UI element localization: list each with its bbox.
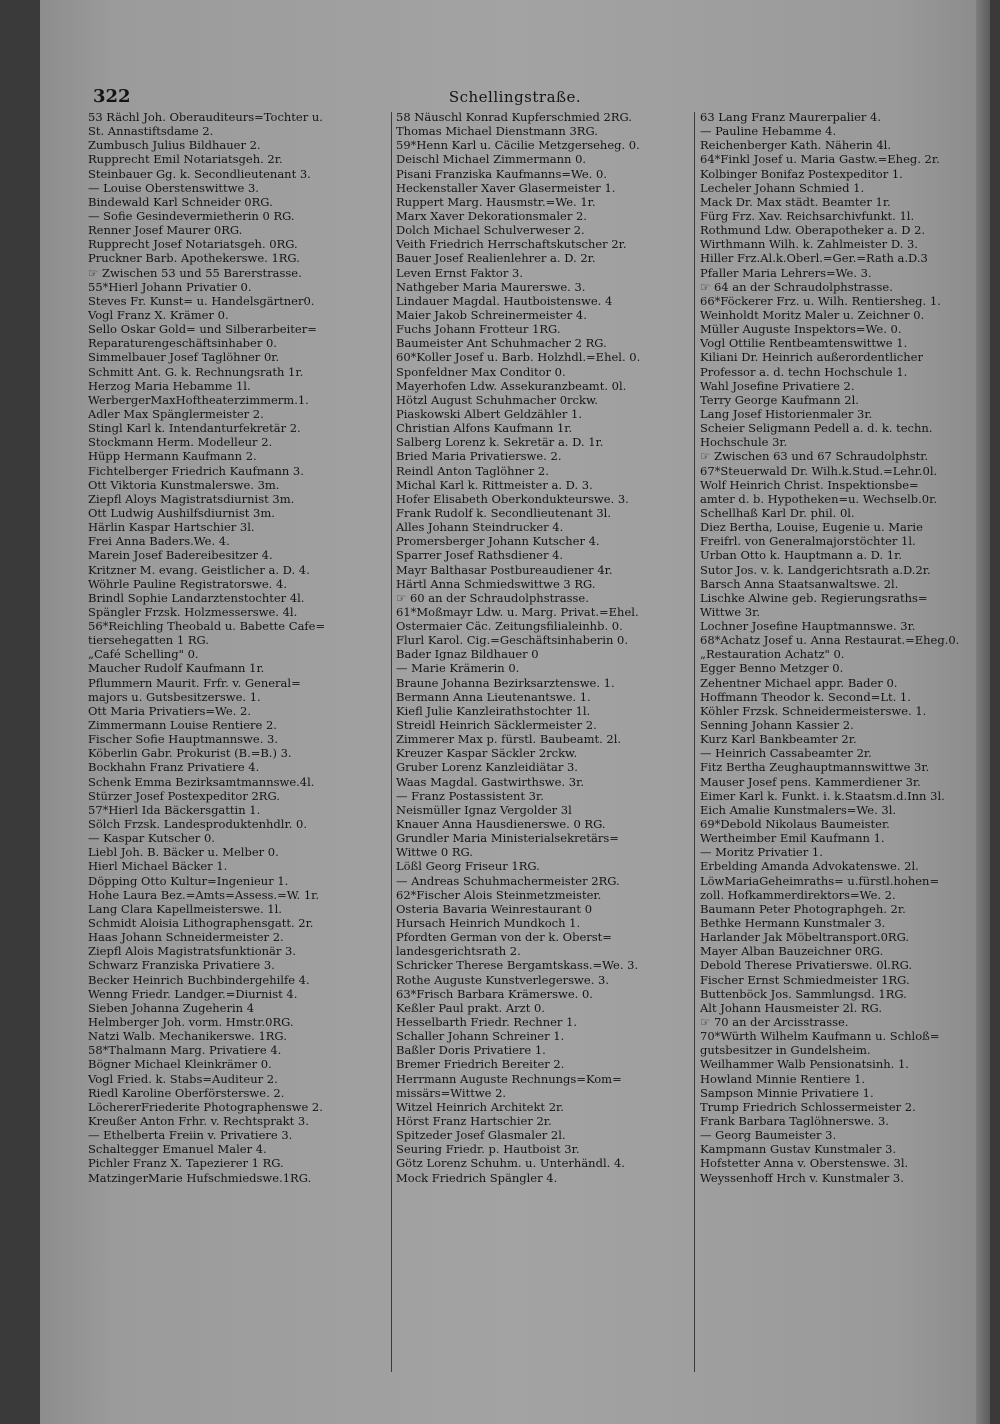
directory-entry: Witzel Heinrich Architekt 2r. (396, 1099, 564, 1114)
directory-entry: 58*Thalmann Marg. Privatiere 4. (88, 1043, 282, 1058)
directory-entry: Bindewald Karl Schneider 0RG. (88, 194, 273, 209)
directory-entry: Weyssenhoff Hrch v. Kunstmaler 3. (700, 1170, 904, 1185)
directory-entry: Hiller Frz.Al.k.Oberl.=Ger.=Rath a.D.3 (700, 251, 928, 266)
directory-entry: gutsbesitzer in Gundelsheim. (700, 1043, 871, 1058)
directory-entry: Mayer Alban Bauzeichner 0RG. (700, 944, 884, 959)
directory-entry: — Heinrich Cassabeamter 2r. (700, 746, 872, 761)
directory-entry: Kurz Karl Bankbeamter 2r. (700, 732, 857, 747)
directory-entry: Schwarz Franziska Privatiere 3. (88, 958, 275, 973)
directory-entry: Hofstetter Anna v. Oberstenswe. 3l. (700, 1156, 909, 1171)
directory-entry: Köhler Frzsk. Schneidermeisterswe. 1. (700, 703, 927, 718)
directory-entry: Dolch Michael Schulverweser 2. (396, 223, 585, 238)
page-edge (976, 0, 990, 1424)
directory-entry: — Andreas Schuhmachermeister 2RG. (396, 873, 620, 888)
directory-entry: Mauser Josef pens. Kammerdiener 3r. (700, 774, 921, 789)
directory-entry: Freifrl. von Generalmajorstöchter 1l. (700, 534, 916, 549)
directory-entry: Mayerhofen Ldw. Assekuranzbeamt. 0l. (396, 378, 627, 393)
directory-entry: Maier Jakob Schreinermeister 4. (396, 307, 587, 322)
directory-entry: Ott Ludwig Aushilfsdiurnist 3m. (88, 505, 275, 520)
directory-entry: Schellhaß Karl Dr. phil. 0l. (700, 505, 855, 520)
directory-entry: Hüpp Hermann Kaufmann 2. (88, 449, 257, 464)
directory-entry: Osteria Bavaria Weinrestaurant 0 (396, 901, 593, 916)
directory-entry: Ruppert Marg. Hausmstr.=We. 1r. (396, 194, 596, 209)
directory-entry: Knauer Anna Hausdienerswe. 0 RG. (396, 817, 606, 832)
directory-entry: Alles Johann Steindrucker 4. (396, 520, 564, 535)
directory-entry: 62*Fischer Alois Steinmetzmeister. (396, 887, 602, 902)
directory-entry: Christian Alfons Kaufmann 1r. (396, 421, 573, 436)
directory-entry: Lindauer Magdal. Hautboistenswe. 4 (396, 293, 613, 308)
page-header (40, 86, 990, 110)
directory-entry: Sölch Frzsk. Landesproduktenhdlr. 0. (88, 817, 307, 832)
directory-entry: Schaller Johann Schreiner 1. (396, 1029, 565, 1044)
directory-entry: ☞ 60 an der Schraudolphstrasse. (396, 590, 589, 605)
directory-entry: Lecheler Johann Schmied 1. (700, 180, 865, 195)
directory-entry: Fürg Frz. Xav. Reichsarchivfunkt. 1l. (700, 208, 915, 223)
directory-entry: Senning Johann Kassier 2. (700, 718, 854, 733)
page-title: Schellingstraße. (448, 88, 582, 106)
directory-entry: Vogl Fried. k. Stabs=Auditeur 2. (88, 1071, 278, 1086)
directory-entry: Ott Maria Privatiers=We. 2. (88, 703, 252, 718)
directory-entry: Kiliani Dr. Heinrich außerordentlicher (700, 350, 923, 365)
directory-entry: Streidl Heinrich Säcklermeister 2. (396, 718, 597, 733)
directory-entry: Waas Magdal. Gastwirthswe. 3r. (396, 774, 584, 789)
directory-entry: Thomas Michael Dienstmann 3RG. (396, 124, 598, 139)
directory-entry: Rothmund Ldw. Oberapotheker a. D 2. (700, 223, 926, 238)
directory-entry: Sello Oskar Gold= und Silberarbeiter= (88, 322, 317, 337)
directory-entry: Deischl Michael Zimmermann 0. (396, 152, 587, 167)
directory-entry: Nathgeber Maria Maurerswe. 3. (396, 279, 586, 294)
directory-entry: Trump Friedrich Schlossermeister 2. (700, 1099, 916, 1114)
directory-entry: 53 Rächl Joh. Oberauditeurs=Tochter u. (88, 110, 323, 124)
directory-entry: Helmberger Joh. vorm. Hmstr.0RG. (88, 1015, 294, 1029)
directory-entry: Steves Fr. Kunst= u. Handelsgärtner0. (88, 293, 315, 308)
directory-entry: Natzi Walb. Mechanikerswe. 1RG. (88, 1029, 287, 1044)
directory-entry: Wittwe 3r. (700, 604, 761, 619)
directory-entry: 61*Moßmayr Ldw. u. Marg. Privat.=Ehel. (396, 604, 639, 619)
directory-entry: Stürzer Josef Postexpeditor 2RG. (88, 788, 280, 803)
directory-entry: Sparrer Josef Rathsdiener 4. (396, 548, 564, 563)
directory-entry: Weilhammer Walb Pensionatsinh. 1. (700, 1057, 909, 1072)
directory-entry: — Pauline Hebamme 4. (700, 124, 837, 139)
directory-entry: Baumann Peter Photographgeh. 2r. (700, 901, 906, 916)
directory-entry: Lischke Alwine geb. Regierungsraths= (700, 590, 928, 605)
directory-entry: Ostermaier Cäc. Zeitungsfilialeinhb. 0. (396, 619, 623, 634)
directory-entry: Heckenstaller Xaver Glasermeister 1. (396, 180, 616, 195)
directory-entry: Eimer Karl k. Funkt. i. k.Staatsm.d.Inn 3l. (700, 788, 945, 803)
directory-entry: Kreußer Anton Frhr. v. Rechtsprakt 3. (88, 1113, 309, 1128)
directory-entry: Urban Otto k. Hauptmann a. D. 1r. (700, 548, 902, 563)
directory-entry: Mock Friedrich Spängler 4. (396, 1170, 558, 1185)
directory-entry: Brindl Sophie Landarztenstochter 4l. (88, 590, 305, 605)
directory-entry: Salberg Lorenz k. Sekretär a. D. 1r. (396, 435, 604, 450)
directory-entry: Flurl Karol. Cig.=Geschäftsinhaberin 0. (396, 633, 628, 648)
directory-entry: Piaskowski Albert Geldzähler 1. (396, 406, 582, 421)
directory-entry: amter d. b. Hypotheken=u. Wechselb.0r. (700, 491, 938, 506)
directory-entry: Köberlin Gabr. Prokurist (B.=B.) 3. (88, 746, 292, 761)
column-divider (391, 112, 392, 1372)
directory-entry: Leven Ernst Faktor 3. (396, 265, 523, 280)
directory-entry: Wöhrle Pauline Registratorswe. 4. (88, 576, 287, 591)
directory-entry: ☞ Zwischen 53 und 55 Barerstrasse. (88, 265, 302, 280)
directory-entry: Buttenböck Jos. Sammlungsd. 1RG. (700, 986, 907, 1001)
directory-entry: 58 Näuschl Konrad Kupferschmied 2RG. (396, 110, 632, 124)
directory-entry: Zumbusch Julius Bildhauer 2. (88, 138, 261, 153)
directory-entry: Lang Clara Kapellmeisterswe. 1l. (88, 901, 282, 916)
directory-entry: Lößl Georg Friseur 1RG. (396, 859, 540, 874)
directory-entry: Zimmermann Louise Rentiere 2. (88, 718, 277, 733)
directory-entry: Reparaturengeschäftsinhaber 0. (88, 336, 277, 351)
directory-entry: Veith Friedrich Herrschaftskutscher 2r. (396, 237, 627, 252)
directory-entry: Baßler Doris Privatiere 1. (396, 1043, 546, 1058)
directory-entry: Zehentner Michael appr. Bader 0. (700, 675, 898, 690)
directory-entry: St. Annastiftsdame 2. (88, 124, 214, 139)
directory-entry: — Georg Baumeister 3. (700, 1128, 837, 1143)
directory-entry: Hörst Franz Hartschier 2r. (396, 1113, 552, 1128)
directory-entry: Rothe Auguste Kunstverlegerswe. 3. (396, 972, 609, 987)
directory-entry: Mack Dr. Max städt. Beamter 1r. (700, 194, 891, 209)
directory-entry: — Louise Oberstenswittwe 3. (88, 180, 259, 195)
directory-entry: Wirthmann Wilh. k. Zahlmeister D. 3. (700, 237, 918, 252)
directory-entry: ☞ 64 an der Schraudolphstrasse. (700, 279, 893, 294)
directory-entry: Sampson Minnie Privatiere 1. (700, 1085, 874, 1100)
directory-entry: — Sofie Gesindevermietherin 0 RG. (88, 208, 295, 223)
directory-entry: Fuchs Johann Frotteur 1RG. (396, 322, 561, 337)
directory-entry: Kampmann Gustav Kunstmaler 3. (700, 1142, 897, 1157)
directory-entry: LöchererFriederite Photographenswe 2. (88, 1099, 323, 1114)
directory-entry: Pisani Franziska Kaufmanns=We. 0. (396, 166, 607, 181)
directory-entry: Wertheimber Emil Kaufmann 1. (700, 831, 885, 846)
directory-entry: Bögner Michael Kleinkrämer 0. (88, 1057, 272, 1072)
directory-entry: Sutor Jos. v. k. Landgerichtsrath a.D.2r. (700, 562, 931, 577)
directory-entry: Scheier Seligmann Pedell a. d. k. techn. (700, 421, 933, 436)
directory-entry: Diez Bertha, Louise, Eugenie u. Marie (700, 520, 923, 535)
directory-entry: Bried Maria Privatierswe. 2. (396, 449, 562, 464)
directory-entry: Döpping Otto Kultur=Ingenieur 1. (88, 873, 289, 888)
directory-entry: Bauer Josef Realienlehrer a. D. 2r. (396, 251, 596, 266)
directory-entry: Bermann Anna Lieutenantswe. 1. (396, 689, 591, 704)
directory-entry: 63 Lang Franz Maurerpalier 4. (700, 110, 882, 124)
directory-entry: Ziepfl Alois Magistratsfunktionär 3. (88, 944, 297, 959)
directory-entry: Hohe Laura Bez.=Amts=Assess.=W. 1r. (88, 887, 320, 902)
directory-entry: Neismüller Ignaz Vergolder 3l (396, 802, 572, 817)
directory-entry: tiersehegatten 1 RG. (88, 633, 209, 648)
directory-entry: Hofer Elisabeth Oberkondukteurswe. 3. (396, 491, 629, 506)
directory-entry: Erbelding Amanda Advokatenswe. 2l. (700, 859, 919, 874)
directory-entry: Renner Josef Maurer 0RG. (88, 223, 243, 238)
directory-entry: Spitzeder Josef Glasmaler 2l. (396, 1128, 566, 1143)
directory-entry: Wenng Friedr. Landger.=Diurnist 4. (88, 986, 298, 1001)
directory-entry: Sieben Johanna Zugeherin 4 (88, 1000, 255, 1015)
directory-entry: Frank Barbara Taglöhnerswe. 3. (700, 1113, 889, 1128)
directory-entry: Fitz Bertha Zeughauptmannswittwe 3r. (700, 760, 930, 775)
directory-entry: Bockhahn Franz Privatiere 4. (88, 760, 260, 775)
directory-entry: Härtl Anna Schmiedswittwe 3 RG. (396, 576, 596, 591)
directory-entry: Stockmann Herm. Modelleur 2. (88, 435, 273, 450)
directory-entry: Herzog Maria Hebamme 1l. (88, 378, 251, 393)
directory-entry: Wolf Heinrich Christ. Inspektionsbe= (700, 477, 919, 492)
directory-entry: Frank Rudolf k. Secondlieutenant 3l. (396, 505, 611, 520)
directory-entry: Kolbinger Bonifaz Postexpeditor 1. (700, 166, 903, 181)
directory-entry: 56*Reichling Theobald u. Babette Cafe= (88, 619, 326, 634)
directory-entry: Simmelbauer Josef Taglöhner 0r. (88, 350, 280, 365)
directory-entry: Pfordten German von der k. Oberst= (396, 930, 612, 945)
directory-entry: Hierl Michael Bäcker 1. (88, 859, 228, 874)
directory-entry: 69*Debold Nikolaus Baumeister. (700, 817, 890, 832)
directory-entry: MatzingerMarie Hufschmiedswe.1RG. (88, 1170, 312, 1185)
directory-entry: Seuring Friedr. p. Hautboist 3r. (396, 1142, 580, 1157)
directory-entry: 57*Hierl Ida Bäckersgattin 1. (88, 802, 261, 817)
directory-entry: Mayr Balthasar Postbureaudiener 4r. (396, 562, 613, 577)
directory-entry: Hesselbarth Friedr. Rechner 1. (396, 1015, 578, 1029)
directory-entry: Schmitt Ant. G. k. Rechnungsrath 1r. (88, 364, 304, 379)
directory-entry: Weinholdt Moritz Maler u. Zeichner 0. (700, 307, 925, 322)
directory-entry: Fichtelberger Friedrich Kaufmann 3. (88, 463, 304, 478)
directory-entry: LöwMariaGeheimraths= u.fürstl.hohen= (700, 873, 940, 888)
directory-entry: Fischer Sofie Hauptmannswe. 3. (88, 732, 278, 747)
directory-entry: Hötzl August Schuhmacher 0rckw. (396, 392, 599, 407)
directory-entry: zoll. Hofkammerdirektors=We. 2. (700, 887, 896, 902)
directory-entry: Bremer Friedrich Bereiter 2. (396, 1057, 565, 1072)
directory-entry: 59*Henn Karl u. Cäcilie Metzgersehеg. 0. (396, 138, 640, 153)
directory-entry: Lang Josef Historienmaler 3r. (700, 406, 873, 421)
directory-entry: Barsch Anna Staatsanwaltswe. 2l. (700, 576, 899, 591)
directory-entry: Egger Benno Metzger 0. (700, 661, 844, 676)
directory-entry: Schricker Therese Bergamtskass.=We. 3. (396, 958, 639, 973)
directory-entry: Wahl Josefine Privatiere 2. (700, 378, 855, 393)
directory-entry: Becker Heinrich Buchbindergehilfe 4. (88, 972, 310, 987)
directory-entry: Marein Josef Badereibesitzer 4. (88, 548, 273, 563)
directory-entry: — Ethelberta Freiin v. Privatiere 3. (88, 1128, 293, 1143)
directory-entry: Braune Johanna Bezirksarztenswe. 1. (396, 675, 615, 690)
directory-entry: Terry George Kaufmann 2l. (700, 392, 859, 407)
directory-entry: ☞ 70 an der Arcisstrasse. (700, 1015, 849, 1029)
directory-entry: Vogl Ottilie Rentbeamtenswittwe 1. (700, 336, 908, 351)
directory-entry: majors u. Gutsbesitzerswe. 1. (88, 689, 261, 704)
directory-entry: Eich Amalie Kunstmalers=We. 3l. (700, 802, 897, 817)
directory-entry: 55*Hierl Johann Privatier 0. (88, 279, 252, 294)
directory-entry: — Marie Krämerin 0. (396, 661, 520, 676)
directory-entry: Promersberger Johann Kutscher 4. (396, 534, 600, 549)
directory-entry: 67*Steuerwald Dr. Wilh.k.Stud.=Lehr.0l. (700, 463, 938, 478)
directory-entry: Lochner Josefine Hauptmannswe. 3r. (700, 619, 916, 634)
directory-entry: Bader Ignaz Bildhauer 0 (396, 647, 539, 662)
directory-entry: WerbergerMaxHoftheaterzimmerm.1. (88, 392, 309, 407)
page-number: 322 (93, 86, 131, 107)
directory-entry: Grundler Maria Ministerialsekretärs= (396, 831, 619, 846)
directory-entry: Stingl Karl k. Intendanturfekretär 2. (88, 421, 301, 436)
directory-entry: Harlander Jak Möbeltransport.0RG. (700, 930, 910, 945)
directory-entry: Härlin Kaspar Hartschier 3l. (88, 520, 255, 535)
directory-entry: „Restauration Achatz" 0. (700, 647, 845, 662)
directory-entry: Debold Therese Privatierswe. 0l.RG. (700, 958, 913, 973)
directory-entry: Maucher Rudolf Kaufmann 1r. (88, 661, 265, 676)
directory-entry: Kreuzer Kaspar Säckler 2rckw. (396, 746, 578, 761)
directory-entry: Rupprecht Josef Notariatsgeh. 0RG. (88, 237, 298, 252)
directory-column-3 (700, 110, 990, 1185)
directory-entry: 64*Finkl Josef u. Maria Gastw.=Eheg. 2r. (700, 152, 940, 167)
directory-entry: Pflummern Maurit. Frfr. v. General= (88, 675, 301, 690)
directory-entry: Schenk Emma Bezirksamtmannswe.4l. (88, 774, 315, 789)
directory-entry: Steinbauer Gg. k. Secondlieutenant 3. (88, 166, 311, 181)
directory-entry: missärs=Wittwe 2. (396, 1085, 507, 1100)
directory-entry: Reindl Anton Taglöhner 2. (396, 463, 549, 478)
directory-entry: Vogl Franz X. Krämer 0. (88, 307, 229, 322)
directory-entry: Kiefl Julie Kanzleirathstochter 1l. (396, 703, 591, 718)
directory-entry: Keßler Paul prakt. Arzt 0. (396, 1000, 545, 1015)
directory-entry: Michal Karl k. Rittmeister a. D. 3. (396, 477, 593, 492)
directory-entry: Zimmerer Max p. fürstl. Baubeamt. 2l. (396, 732, 622, 747)
directory-entry: Müller Auguste Inspektors=We. 0. (700, 322, 902, 337)
directory-entry: 70*Würth Wilhelm Kaufmann u. Schloß= (700, 1029, 940, 1044)
directory-entry: Pichler Franz X. Tapezierer 1 RG. (88, 1156, 284, 1171)
directory-entry: Fischer Ernst Schmiedmeister 1RG. (700, 972, 910, 987)
directory-entry: Bethke Hermann Kunstmaler 3. (700, 916, 886, 931)
directory-entry: Howland Minnie Rentiere 1. (700, 1071, 866, 1086)
directory-entry: — Moritz Privatier 1. (700, 845, 823, 860)
directory-entry: Pruckner Barb. Apothekerswe. 1RG. (88, 251, 300, 266)
directory-entry: Reichenberger Kath. Näherin 4l. (700, 138, 891, 153)
directory-entry: Sponfeldner Max Conditor 0. (396, 364, 566, 379)
directory-entry: Hoffmann Theodor k. Second=Lt. 1. (700, 689, 911, 704)
directory-entry: Spängler Frzsk. Holzmesserswe. 4l. (88, 604, 298, 619)
directory-entry: Schmidt Aloisia Lithographensgatt. 2r. (88, 916, 314, 931)
directory-entry: 68*Achatz Josef u. Anna Restaurat.=Eheg.0. (700, 633, 960, 648)
directory-entry: — Kaspar Kutscher 0. (88, 831, 215, 846)
directory-entry: Pfaller Maria Lehrers=We. 3. (700, 265, 872, 280)
directory-entry: Professor a. d. techn Hochschule 1. (700, 364, 908, 379)
directory-column-1 (88, 110, 388, 1185)
directory-entry: Hursach Heinrich Mundkoch 1. (396, 916, 581, 931)
directory-entry: Schaltegger Emanuel Maler 4. (88, 1142, 267, 1157)
directory-entry: Riedl Karoline Oberförsterswe. 2. (88, 1085, 285, 1100)
directory-page (40, 0, 990, 1424)
directory-entry: landesgerichtsrath 2. (396, 944, 521, 959)
directory-entry: „Café Schelling" 0. (88, 647, 199, 662)
directory-entry: Götz Lorenz Schuhm. u. Unterhändl. 4. (396, 1156, 625, 1171)
directory-entry: Liebl Joh. B. Bäcker u. Melber 0. (88, 845, 279, 860)
directory-entry: Herrmann Auguste Rechnungs=Kom= (396, 1071, 622, 1086)
directory-entry: ☞ Zwischen 63 und 67 Schraudolphstr. (700, 449, 929, 464)
directory-entry: Rupprecht Emil Notariatsgeh. 2r. (88, 152, 283, 167)
directory-entry: Hochschule 3r. (700, 435, 788, 450)
directory-entry: Gruber Lorenz Kanzleidiätar 3. (396, 760, 578, 775)
directory-entry: Baumeister Ant Schuhmacher 2 RG. (396, 336, 607, 351)
directory-entry: Haas Johann Schneidermeister 2. (88, 930, 284, 945)
directory-entry: Adler Max Spänglermeister 2. (88, 406, 264, 421)
directory-column-2 (396, 110, 696, 1185)
directory-entry: — Franz Postassistent 3r. (396, 788, 544, 803)
directory-entry: Alt Johann Hausmeister 2l. RG. (700, 1000, 882, 1015)
directory-entry: 63*Frisch Barbara Krämerswe. 0. (396, 986, 593, 1001)
directory-entry: 60*Koller Josef u. Barb. Holzhdl.=Ehel. 0. (396, 350, 641, 365)
directory-entry: 66*Föckerer Frz. u. Wilh. Rentiersheg. 1. (700, 293, 941, 308)
directory-entry: Ziepfl Aloys Magistratsdiurnist 3m. (88, 491, 295, 506)
directory-entry: Wittwe 0 RG. (396, 845, 473, 860)
directory-entry: Marx Xaver Dekorationsmaler 2. (396, 208, 587, 223)
directory-entry: Ott Viktoria Kunstmalerswe. 3m. (88, 477, 280, 492)
directory-entry: Kritzner M. evang. Geistlicher a. D. 4. (88, 562, 310, 577)
directory-entry: Frei Anna Baders.We. 4. (88, 534, 230, 549)
